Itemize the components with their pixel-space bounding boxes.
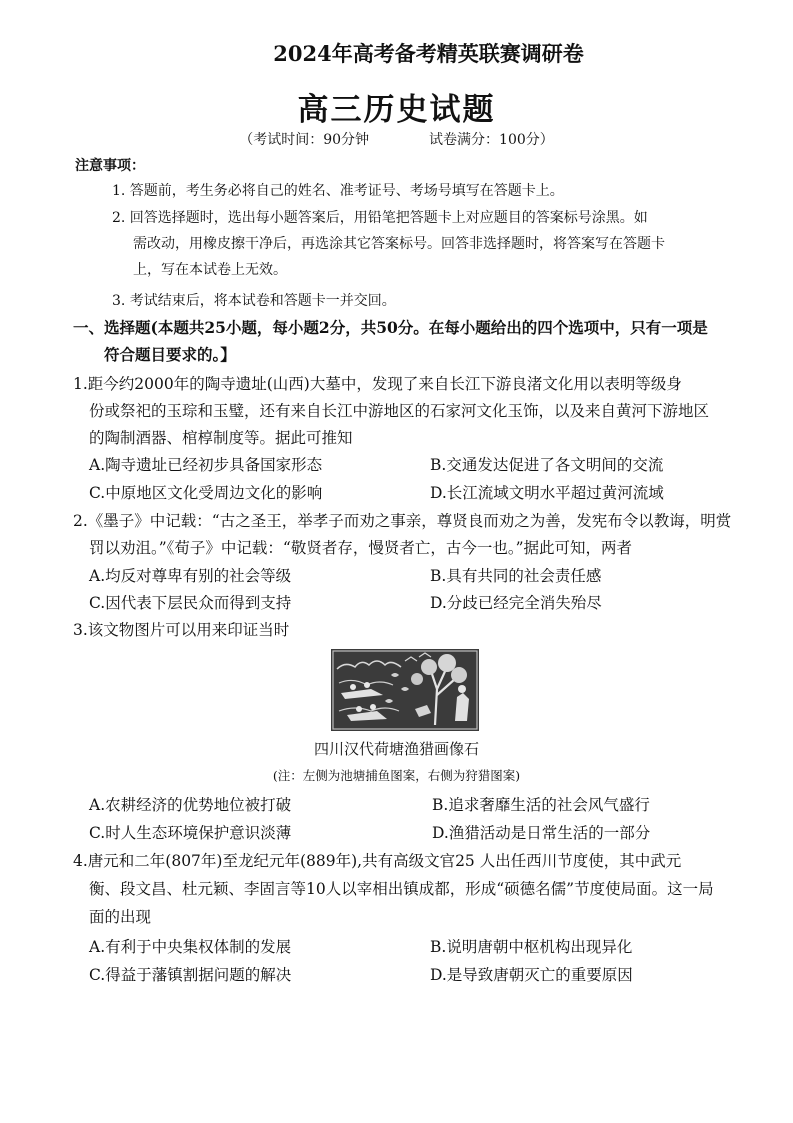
section-heading-continued: 符合题目要求的。】 [104,345,236,364]
notice-item: 3. 考试结束后，将本试卷和答题卡一并交回。 [112,293,396,309]
question-1-option-d: D.长江流域文明水平超过黄河流域 [430,484,664,502]
question-4-stem: 4.唐元和二年(807年)至龙纪元年(889年),共有高级文官25 人出任西川节度使，其中武元 [73,852,682,870]
question-4-option-d: D.是导致唐朝灭亡的重要原因 [430,966,633,984]
question-3-option-c: C.时人生态环境保护意识淡薄 [89,824,292,842]
question-4-stem: 衡、段文昌、杜元颖、李固言等10人以宰相出镇成都，形成“硕德名儒”节度使局面。这一局 [89,880,714,898]
question-3-option-d: D.渔猎活动是日常生活的一部分 [432,824,651,842]
question-3-stem: 3.该文物图片可以用来印证当时 [73,621,290,639]
question-4-option-b: B.说明唐朝中枢机构出现异化 [430,938,633,956]
question-1-stem: 1.距今约2000年的陶寺遗址(山西)大墓中，发现了来自长江下游良渚文化用以表明等级身 [73,375,682,393]
exam-info [0,129,793,149]
section-heading: 一、选择题(本题共25小题，每小题2分，共50分。在每小题给出的四个选项中，只有一项是 [73,318,708,337]
question-4-stem: 面的出现 [89,908,152,926]
exam-score: 试卷满分：100分） [429,132,554,148]
page-title: 高三历史试题 [297,92,496,128]
notice-item-continued: 需改动，用橡皮擦干净后，再选涂其它答案标号。回答非选择题时，将答案写在答题卡 [133,236,665,252]
question-1-option-a: A.陶寺遗址已经初步具备国家形态 [89,456,323,474]
notice-item: 2. 回答选择题时，选出每小题答案后，用铅笔把答题卡上对应题目的答案标号涂黑。如 [112,210,648,226]
question-1-option-b: B.交通发达促进了各文明间的交流 [430,456,664,474]
han-stone-relief-image [331,649,479,731]
notice-item-continued: 上，写在本试卷上无效。 [133,262,287,278]
question-2-option-a: A.均反对尊卑有别的社会等级 [89,567,292,585]
question-2-option-d: D.分歧已经完全消失殆尽 [430,594,602,612]
relief-illustration [331,649,479,731]
question-2-stem: 2.《墨子》中记载：“古之圣王，举孝子而劝之事亲，尊贤良而劝之为善，发宪布令以教诲，明赏 [73,512,732,530]
notice-item: 1. 答题前，考生务必将自己的姓名、准考证号、考场号填写在答题卡上。 [112,183,564,199]
question-4-option-c: C.得益于藩镇割据问题的解决 [89,966,292,984]
question-3-option-b: B.追求奢靡生活的社会风气盛行 [432,796,650,814]
question-2-stem: 罚以劝沮。”《荀子》中记载：“敬贤者存，慢贤者亡，古今一也。”据此可知，两者 [89,539,633,557]
question-1-option-c: C.中原地区文化受周边文化的影响 [89,484,323,502]
figure-note: (注：左侧为池塘捕鱼图案，右侧为狩猎图案) [272,768,521,783]
exam-series-title: 2024年高考备考精英联赛调研卷 [273,41,584,66]
question-4-option-a: A.有利于中央集权体制的发展 [89,938,292,956]
question-1-stem: 的陶制酒器、棺椁制度等。据此可推知 [89,429,353,447]
question-2-option-b: B.具有共同的社会责任感 [430,567,602,585]
figure-caption: 四川汉代荷塘渔猎画像石 [313,740,479,758]
question-2-option-c: C.因代表下层民众而得到支持 [89,594,292,612]
exam-time: （考试时间：90分钟 [239,132,370,148]
notice-heading: 注意事项： [75,158,145,174]
question-1-stem: 份或祭祀的玉琮和玉璧，还有来自长江中游地区的石家河文化玉饰，以及来自黄河下游地区 [89,402,710,420]
question-3-option-a: A.农耕经济的优势地位被打破 [89,796,292,814]
